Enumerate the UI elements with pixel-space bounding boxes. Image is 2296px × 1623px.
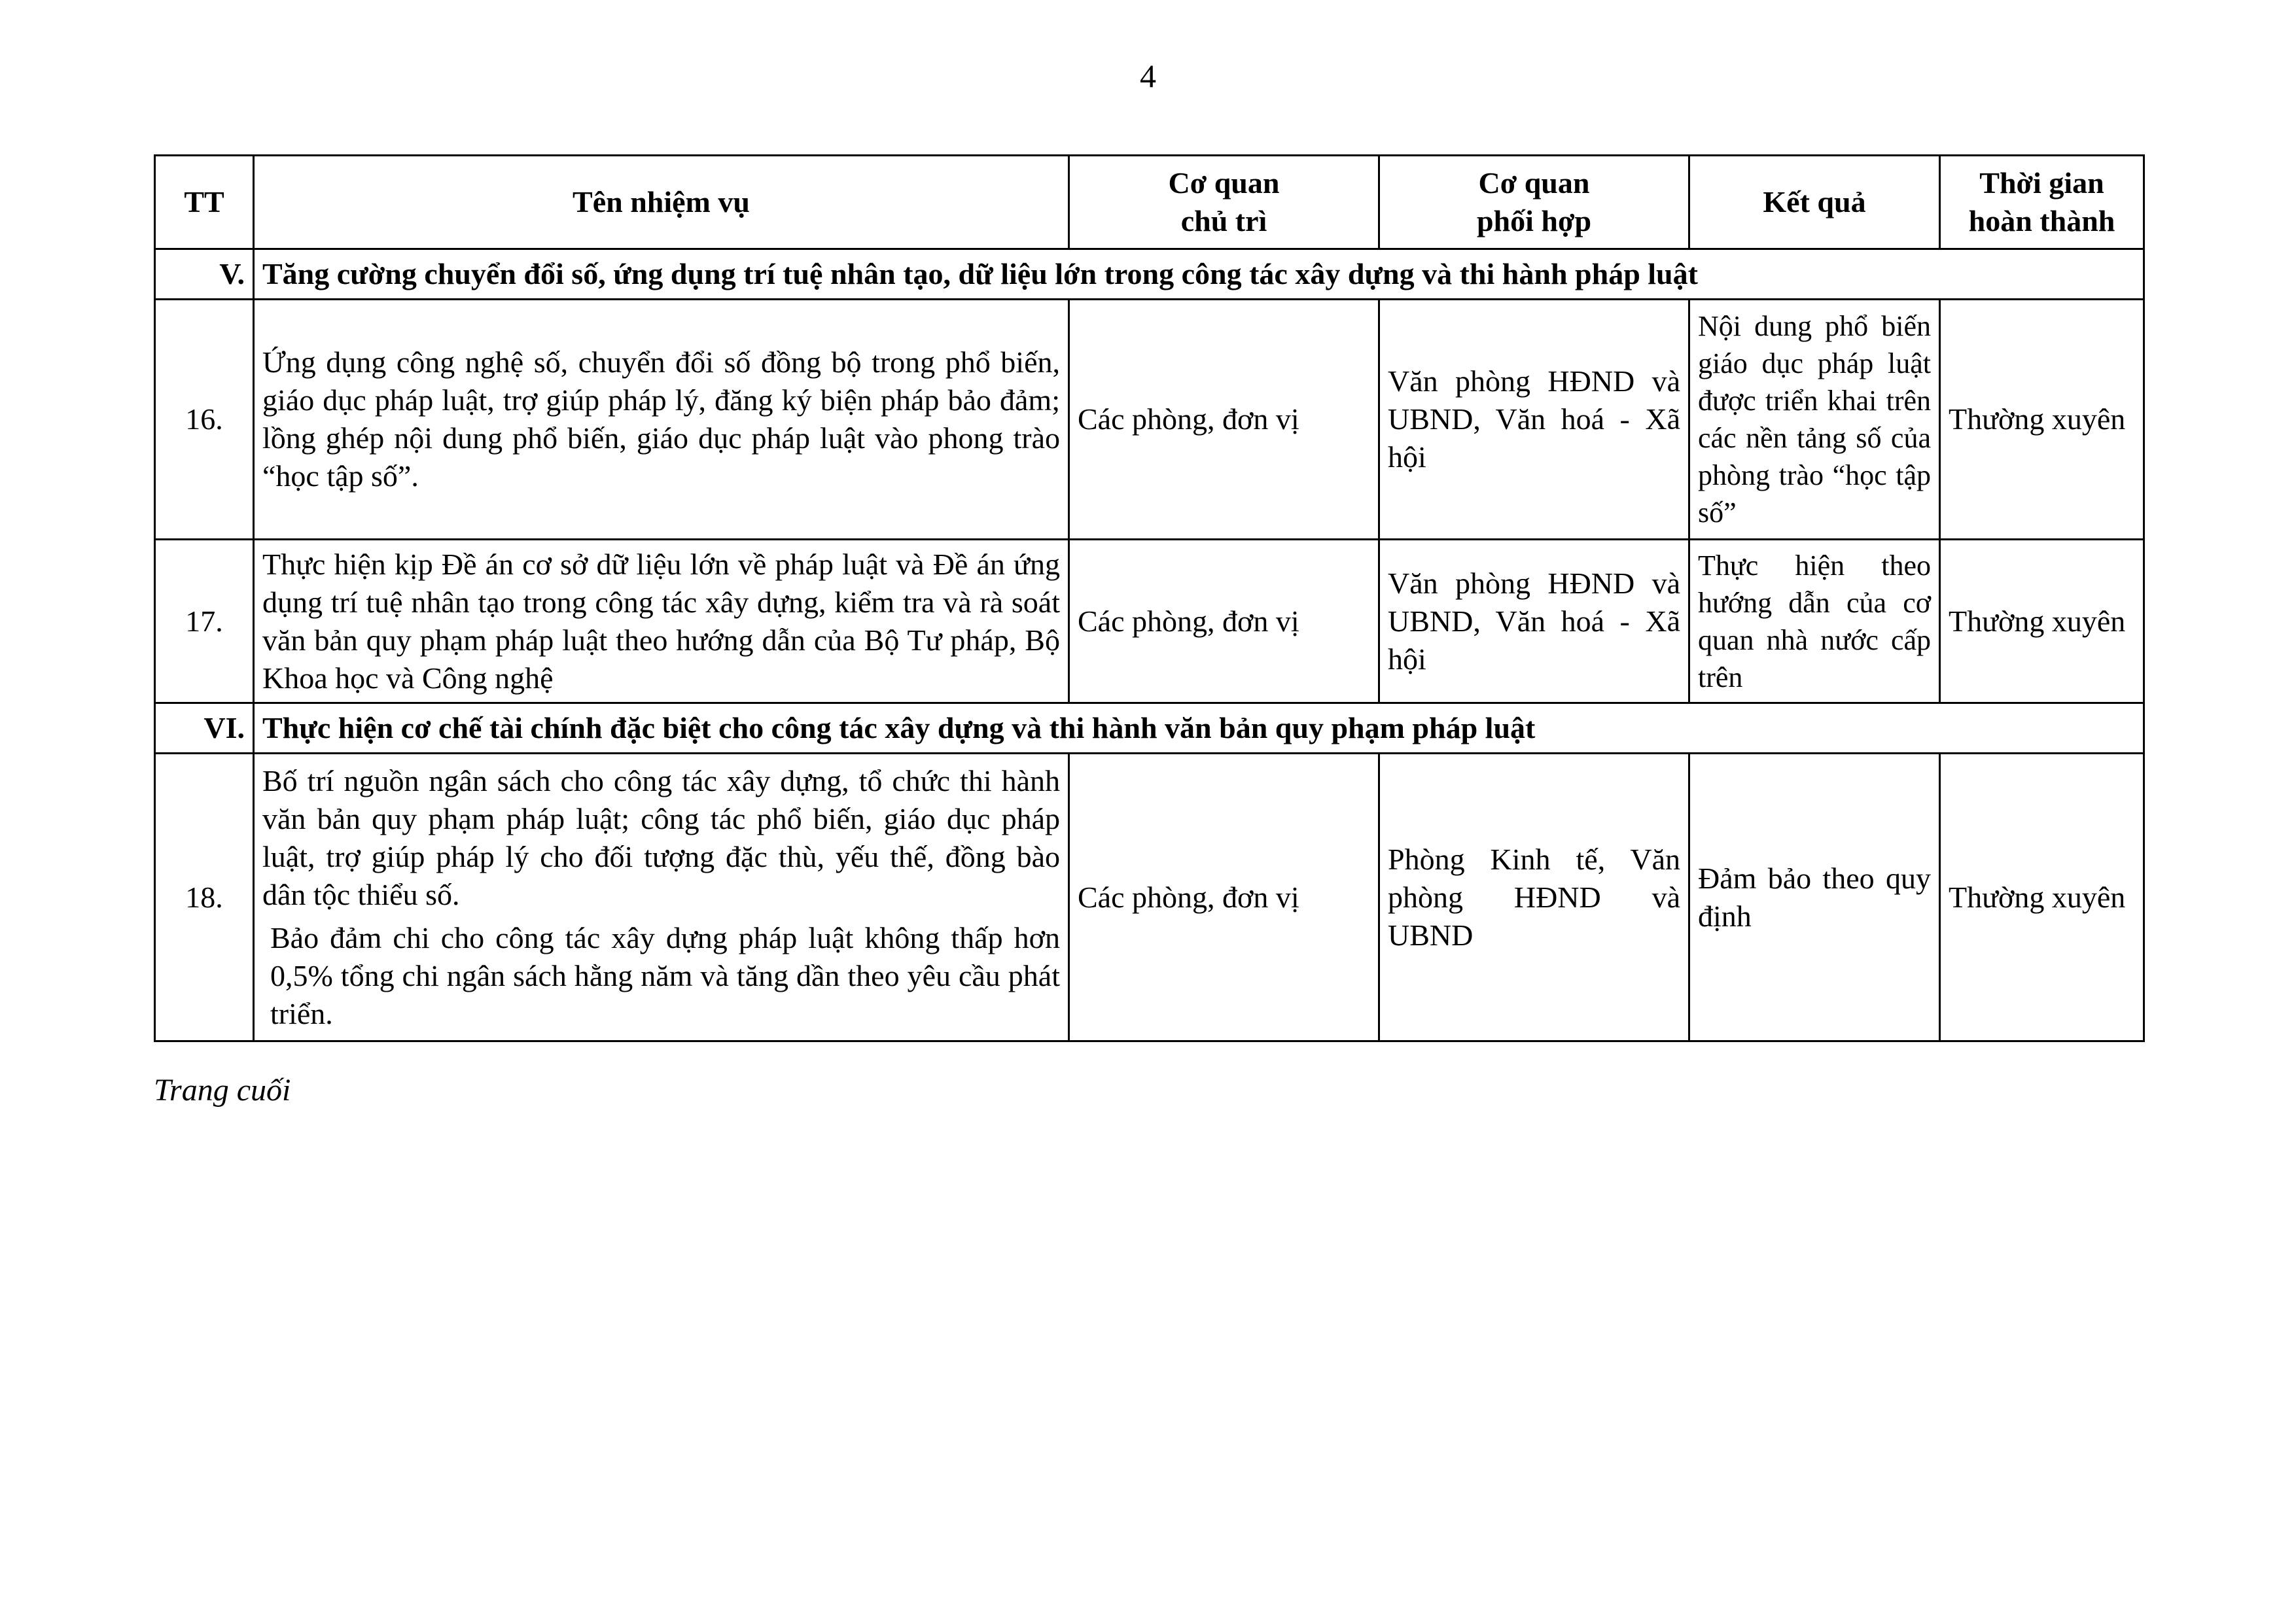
table-header-row bbox=[155, 156, 2144, 249]
task-name bbox=[254, 754, 1069, 1041]
header-time-line-1: Thời gian bbox=[1979, 166, 2104, 200]
completion-time: Thường xuyên bbox=[1940, 754, 2144, 1041]
table-row bbox=[155, 540, 2144, 703]
header-host-line-2: chủ trì bbox=[1180, 204, 1267, 237]
row-number: 17. bbox=[155, 540, 254, 703]
header-tt: TT bbox=[155, 156, 254, 249]
completion-time: Thường xuyên bbox=[1940, 300, 2144, 540]
header-coordinating-agency bbox=[1379, 156, 1689, 249]
coordinating-agency: Văn phòng HĐND và UBND, Văn hoá - Xã hội bbox=[1379, 300, 1689, 540]
task-result: Thực hiện theo hướng dẫn của cơ quan nhà nước cấp trên bbox=[1689, 540, 1940, 703]
coordinating-agency: Phòng Kinh tế, Văn phòng HĐND và UBND bbox=[1379, 754, 1689, 1041]
header-host-line-1: Cơ quan bbox=[1168, 166, 1280, 200]
task-paragraph: Bảo đảm chi cho công tác xây dựng pháp luật không thấp hơn 0,5% tổng chi ngân sách hằng năm và tăng dần theo yêu cầu phát triển. bbox=[270, 920, 1060, 1030]
task-result: Nội dung phổ biến giáo dục pháp luật được triển khai trên các nền tảng số của phòng trào “học tập số” bbox=[1689, 300, 1940, 540]
section-number: VI. bbox=[155, 703, 254, 754]
page-number: 4 bbox=[1140, 58, 1156, 94]
section-row-vi bbox=[155, 703, 2144, 754]
header-task-name: Tên nhiệm vụ bbox=[254, 156, 1069, 249]
row-number: 18. bbox=[155, 754, 254, 1041]
section-title: Tăng cường chuyển đổi số, ứng dụng trí tuệ nhân tạo, dữ liệu lớn trong công tác xây dựng và thi hành pháp luật bbox=[254, 249, 2144, 300]
task-name bbox=[254, 300, 1069, 540]
header-completion-time bbox=[1940, 156, 2144, 249]
task-table bbox=[154, 154, 2145, 1042]
host-agency: Các phòng, đơn vị bbox=[1069, 300, 1379, 540]
task-paragraph: Thực hiện kịp Đề án cơ sở dữ liệu lớn về pháp luật và Đề án ứng dụng trí tuệ nhân tạo trong công tác xây dựng, kiểm tra và rà soát văn bản quy phạm pháp luật theo hướng dẫn của Bộ Tư pháp, Bộ Khoa học và Công nghệ bbox=[262, 547, 1060, 695]
section-number: V. bbox=[155, 249, 254, 300]
task-paragraph: Bố trí nguồn ngân sách cho công tác xây dựng, tổ chức thi hành văn bản quy phạm pháp luật; công tác phổ biến, giáo dục pháp luật, trợ giúp pháp lý cho đối tượng đặc thù, yếu thế, đồng bào dân tộc thiểu số. bbox=[262, 763, 1060, 911]
host-agency: Các phòng, đơn vị bbox=[1069, 754, 1379, 1041]
section-title: Thực hiện cơ chế tài chính đặc biệt cho công tác xây dựng và thi hành văn bản quy phạm pháp luật bbox=[254, 703, 2144, 754]
row-number: 16. bbox=[155, 300, 254, 540]
table-row bbox=[155, 300, 2144, 540]
host-agency: Các phòng, đơn vị bbox=[1069, 540, 1379, 703]
section-row-v bbox=[155, 249, 2144, 300]
footer-note: Trang cuối bbox=[154, 1073, 291, 1108]
task-name bbox=[254, 540, 1069, 703]
task-result: Đảm bảo theo quy định bbox=[1689, 754, 1940, 1041]
task-paragraph: Ứng dụng công nghệ số, chuyển đổi số đồng bộ trong phổ biến, giáo dục pháp luật, trợ giúp pháp lý, đăng ký biện pháp bảo đảm; lồng ghép nội dung phổ biến, giáo dục pháp luật vào phong trào “học tập số”. bbox=[262, 345, 1060, 493]
table-row bbox=[155, 754, 2144, 1041]
completion-time: Thường xuyên bbox=[1940, 540, 2144, 703]
header-time-line-2: hoàn thành bbox=[1968, 204, 2115, 237]
header-result: Kết quả bbox=[1689, 156, 1940, 249]
header-host-agency bbox=[1069, 156, 1379, 249]
coordinating-agency: Văn phòng HĐND và UBND, Văn hoá - Xã hội bbox=[1379, 540, 1689, 703]
header-coord-line-2: phối hợp bbox=[1476, 204, 1592, 237]
header-coord-line-1: Cơ quan bbox=[1478, 166, 1590, 200]
